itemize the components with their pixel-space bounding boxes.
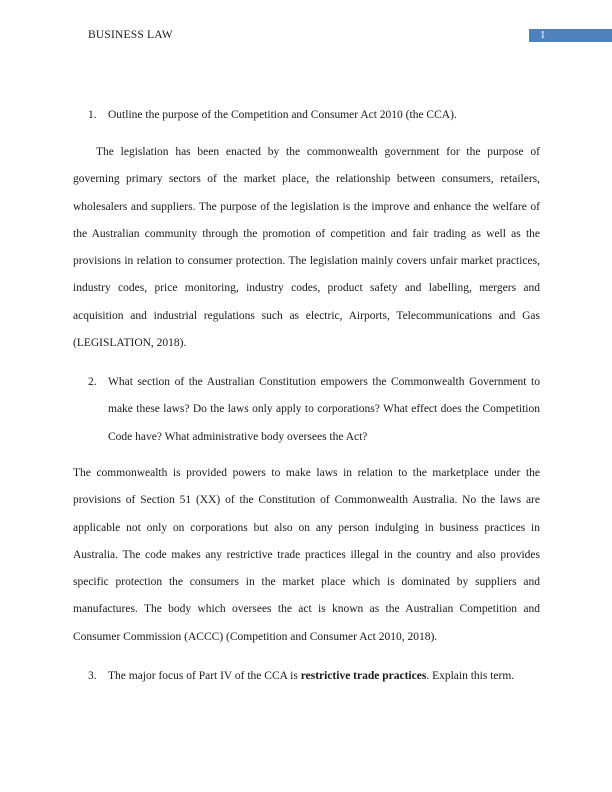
- question-1-text: Outline the purpose of the Competition and Consumer Act 2010 (the CCA).: [108, 109, 457, 121]
- running-header-title: BUSINESS LAW: [88, 29, 173, 41]
- question-3: [88, 663, 540, 690]
- answer-1-paragraph: The legislation has been enacted by the commonwealth government for the purpose of governing primary sectors of the market place, the relationship between consumers, retailers, wholesalers and suppliers. The purpose of the legislation is the improve and enhance the welfare of the Australian community through the promotion of competition and fair trading as well as the provisions in relation to consumer protection. The legislation mainly covers unfair market practices, industry codes, price monitoring, industry codes, product safety and labelling, mergers and acquisition and industrial regulations such as electric, Airports, Telecommunications and Gas (LEGISLATION, 2018).: [73, 146, 540, 350]
- question-3-prefix: The major focus of Part IV of the CCA is: [108, 670, 301, 682]
- question-3-bold-term: restrictive trade practices: [300, 670, 427, 682]
- page-number: 1: [540, 29, 546, 41]
- question-2-text: What section of the Australian Constitution empowers the Commonwealth Government to make these laws? Do the laws only apply to corporations? What effect does the Competition Code have? What administrative body oversees the Act?: [108, 376, 540, 443]
- question-2: [88, 369, 540, 451]
- page-number-badge: [529, 29, 612, 42]
- question-3-suffix: . Explain this term.: [426, 670, 515, 682]
- question-2-number: 2.: [88, 376, 97, 388]
- question-1: [88, 102, 540, 129]
- question-1-number: 1.: [88, 109, 97, 121]
- question-3-text: [108, 663, 540, 690]
- question-3-number: 3.: [88, 670, 97, 682]
- answer-2-paragraph: The commonwealth is provided powers to make laws in relation to the marketplace under the provisions of Section 51 (XX) of the Constitution of Commonwealth Australia. No the laws are applicable not only on corporations but also on any person indulging in business practices in Australia. The code makes any restrictive trade practices illegal in the country and also provides specific protection the consumers in the market place which is dominated by suppliers and manufactures. The body which oversees the act is known as the Australian Competition and Consumer Commission (ACCC) (Competition and Consumer Act 2010, 2018).: [73, 467, 540, 643]
